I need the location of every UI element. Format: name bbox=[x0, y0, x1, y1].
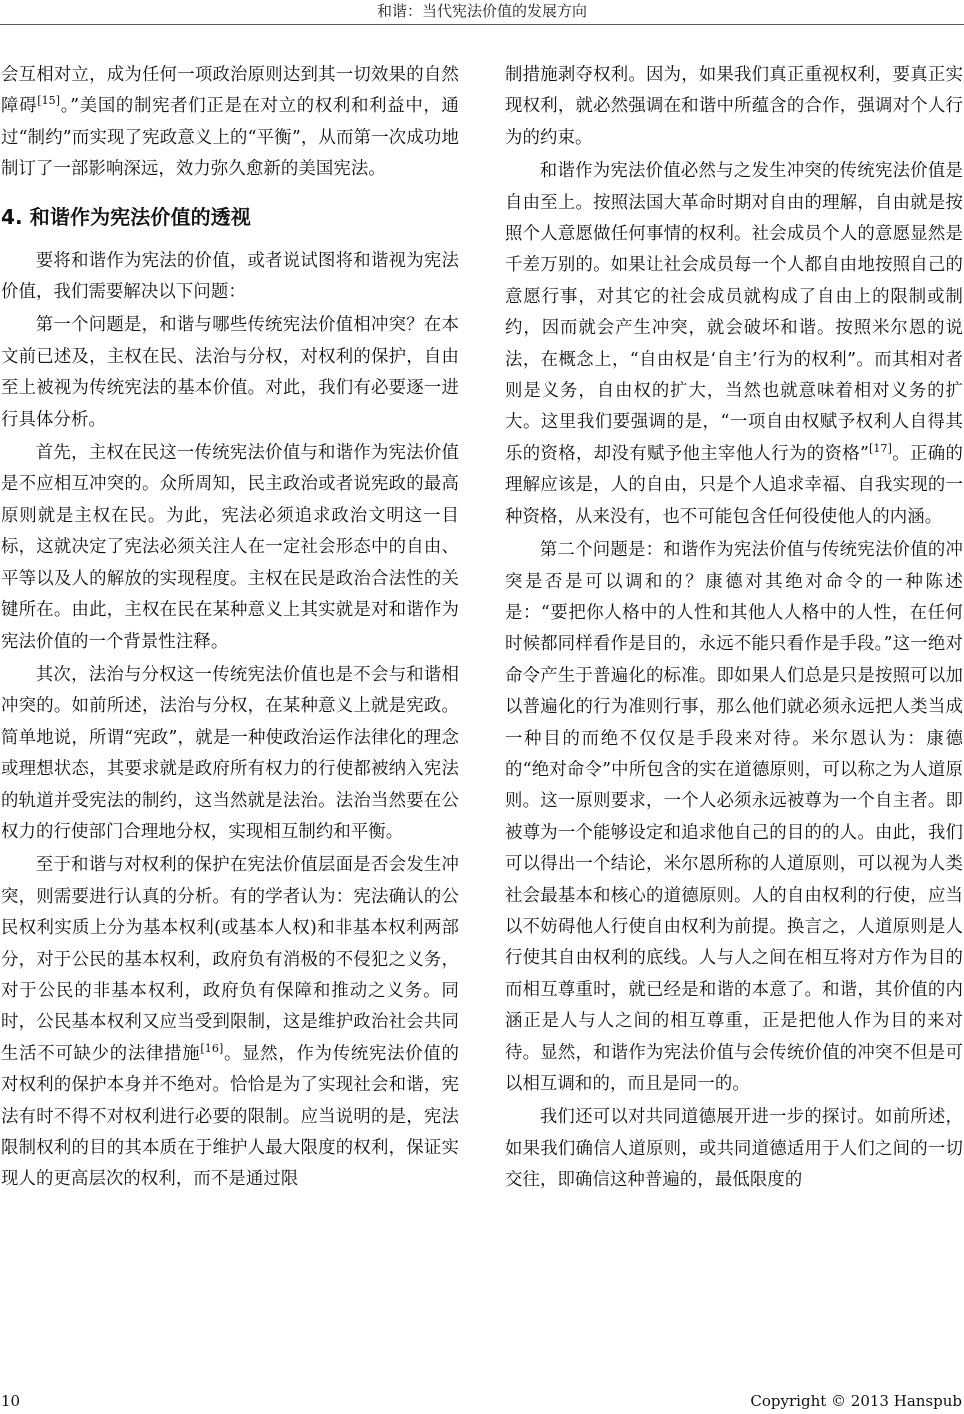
text-run: 。正确的理解应该是，人的自由，只是个人追求幸福、自我实现的一种资格，从来没有，也不可能包含任何役使他人的内涵。 bbox=[505, 443, 964, 527]
paragraph: 首先，主权在民这一传统宪法价值与和谐作为宪法价值是不应相互冲突的。众所周知，民主政治或者说宪政的最高原则就是主权在民。为此，宪法必须追求政治文明这一目标，这就决定了宪法必须关注人在一定社会形态中的自由、平等以及人的解放的实现程度。主权在民是政治合法性的关键所在。由此，主权在民在某种意义上其实就是对和谐作为宪法价值的一个背景性注释。 bbox=[1, 443, 459, 652]
text-run: 至于和谐与对权利的保护在宪法价值层面是否会发生冲突，则需要进行认真的分析。有的学者认为：宪法确认的公民权利实质上分为基本权利(或基本人权)和非基本权利两部分，对于公民的基本权利，政府负有消极的不侵犯之义务，对于公民的非基本权利，政府负有保障和推动之义务。同时，公民基本权利又应当受到限制，这是维护政治社会共同生活不可缺少的法律措施 bbox=[1, 855, 459, 1064]
paragraph-continued bbox=[1, 60, 459, 186]
right-column bbox=[505, 60, 963, 1199]
running-title: 和谐：当代宪法价值的发展方向 bbox=[376, 2, 587, 20]
paragraph: 第二个问题是：和谐作为宪法价值与传统宪法价值的冲突是否是可以调和的？康德对其绝对命令的一种陈述是：“要把你人格中的人性和其他人人格中的人性，在任何时候都同样看作是目的，永远不能只看作是手段。”这一绝对命令产生于普遍化的标准。即如果人们总是只是按照可以加以普遍化的行为准则行事，那么他们就必须永远把人类当成一种目的而绝不仅仅是手段来对待。米尔恩认为：康德的“绝对命令”中所包含的实在道德原则，可以称之为人道原则。这一原则要求，一个人必须永远被尊为一个自主者。即被尊为一个能够设定和追求他自己的目的的人。由此，我们可以得出一个结论，米尔恩所称的人道原则，可以视为人类社会最基本和核心的道德原则。人的自由权利的行使，应当以不妨碍他人行使自由权利为前提。换言之，人道原则是人行使其自由权利的底线。人与人之间在相互将对方作为目的而相互尊重时，就已经是和谐的本意了。和谐，其价值的内涵正是人与人之间的相互尊重，正是把他人作为目的来对待。显然，和谐作为宪法价值与会传统价值的冲突不但是可以相互调和的，而且是同一的。 bbox=[505, 540, 963, 1094]
header-rule bbox=[0, 24, 964, 25]
running-header bbox=[0, 0, 964, 22]
left-column bbox=[1, 60, 459, 1198]
text-run: 。”美国的制宪者们正是在对立的权利和利益中，通过“制约”而实现了宪政意义上的“平衡”，从而第一次成功地制订了一部影响深远，效力弥久愈新的美国宪法。 bbox=[1, 96, 460, 180]
page-number: 10 bbox=[1, 1392, 21, 1410]
copyright-notice: Copyright © 2013 Hanspub bbox=[750, 1392, 962, 1410]
paragraph-continued: 制措施剥夺权利。因为，如果我们真正重视权利，要真正实现权利，就必然强调在和谐中所蕴含的合作，强调对个人行为的约束。 bbox=[505, 65, 963, 148]
paragraph bbox=[505, 156, 963, 533]
text-run: 会互相对立，成为任何一项政治原则达到其一切效果的自然障碍 bbox=[1, 65, 459, 117]
paragraph: 我们还可以对共同道德展开进一步的探讨。如前所述，如果我们确信人道原则，或共同道德适用于人们之间的一切交往，即确信这种普遍的，最低限度的 bbox=[505, 1107, 963, 1191]
paragraph: 第一个问题是，和谐与哪些传统宪法价值相冲突？在本文前已述及，主权在民、法治与分权，对权利的保护，自由至上被视为传统宪法的基本价值。对此，我们有必要逐一进行具体分析。 bbox=[1, 315, 459, 430]
citation-16: [16] bbox=[200, 1041, 224, 1055]
page-footer bbox=[0, 1390, 964, 1412]
section-heading: 4. 和谐作为宪法价值的透视 bbox=[1, 204, 251, 229]
text-run: 。显然，作为传统宪法价值的对权利的保护本身并不绝对。恰恰是为了实现社会和谐，宪法有时不得不对权利进行必要的限制。应当说明的是，宪法限制权利的目的其本质在于维护人最大限度的权利，保证实现人的更高层次的权利，而不是通过限 bbox=[1, 1043, 459, 1190]
paragraph: 其次，法治与分权这一传统宪法价值也是不会与和谐相冲突的。如前所述，法治与分权，在某种意义上就是宪政。简单地说，所谓“宪政”，就是一种使政治运作法律化的理念或理想状态，其要求就是政府所有权力的行使都被纳入宪法的轨道并受宪法的制约，这当然就是法治。法治当然要在公权力的行使部门合理地分权，实现相互制约和平衡。 bbox=[1, 664, 459, 842]
citation-17: [17] bbox=[869, 442, 892, 456]
citation-15: [15] bbox=[37, 94, 61, 108]
text-run: 和谐作为宪法价值必然与之发生冲突的传统宪法价值是自由至上。按照法国大革命时期对自由的理解，自由就是按照个人意愿做任何事情的权利。社会成员个人的意愿显然是千差万别的。如果让社会成员每一个人都自由地按照自己的意愿行事，对其它的社会成员就构成了自由上的限制或制约，因而就会产生冲突，就会破坏和谐。按照米尔恩的说法，在概念上，“自由权是‘自主’行为的权利”。而其相对者则是义务，自由权的扩大，当然也就意味着相对义务的扩大。这里我们要强调的是，“一项自由权赋予权利人自得其乐的资格，却没有赋予他主宰他人行为的资格” bbox=[505, 161, 963, 464]
paragraph: 要将和谐作为宪法的价值，或者说试图将和谐视为宪法价值，我们需要解决以下问题： bbox=[1, 250, 459, 303]
paragraph bbox=[1, 850, 459, 1195]
